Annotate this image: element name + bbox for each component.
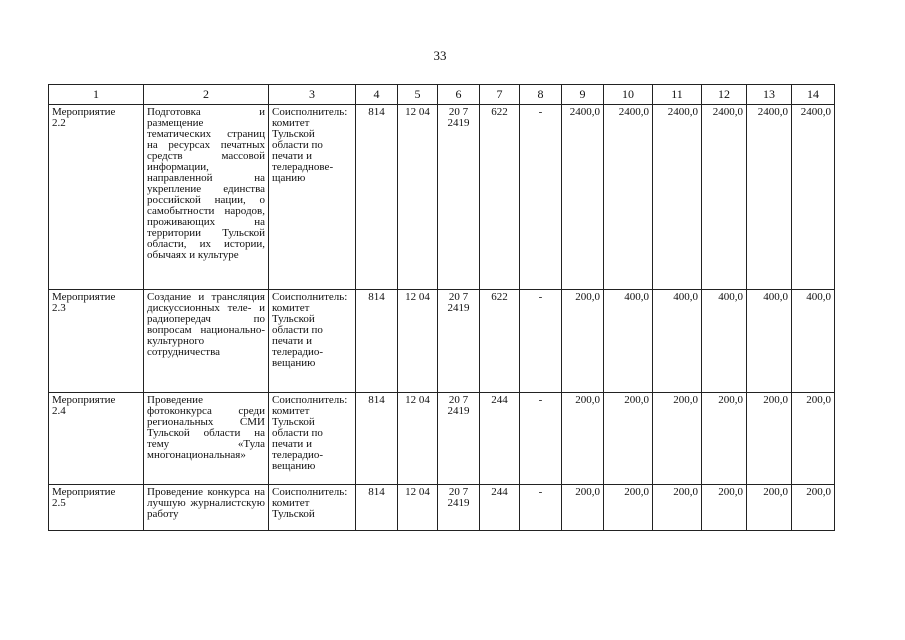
column-header: 3 xyxy=(269,85,356,105)
column-header: 6 xyxy=(438,85,480,105)
cell-col12: 2400,0 xyxy=(702,105,747,290)
column-header: 10 xyxy=(604,85,653,105)
column-header: 14 xyxy=(792,85,835,105)
table-row xyxy=(49,485,835,531)
cell-col8: - xyxy=(520,105,562,290)
column-header: 2 xyxy=(144,85,269,105)
cell-col4: 814 xyxy=(356,485,398,531)
column-header: 13 xyxy=(747,85,792,105)
cell-col12: 200,0 xyxy=(702,485,747,531)
cell-col5: 12 04 xyxy=(398,290,438,393)
cell-col5: 12 04 xyxy=(398,485,438,531)
header-row xyxy=(49,85,835,105)
activity-name-cell: Мероприятие 2.4 xyxy=(49,393,144,485)
cell-col11: 2400,0 xyxy=(653,105,702,290)
cell-col5: 12 04 xyxy=(398,393,438,485)
column-header: 9 xyxy=(562,85,604,105)
cell-col8: - xyxy=(520,393,562,485)
table-row xyxy=(49,393,835,485)
cell-col10: 200,0 xyxy=(604,485,653,531)
column-header: 8 xyxy=(520,85,562,105)
executor-cell: Соисполнитель: комитет Тульской xyxy=(269,485,356,531)
column-header: 5 xyxy=(398,85,438,105)
column-header: 12 xyxy=(702,85,747,105)
cell-col14: 200,0 xyxy=(792,393,835,485)
cell-col5: 12 04 xyxy=(398,105,438,290)
activity-description-cell: Создание и трансляция дискуссионных теле- и радиопередач по вопросам национально-культурного сотрудничества xyxy=(144,290,269,393)
cell-col7: 622 xyxy=(480,105,520,290)
cell-col14: 400,0 xyxy=(792,290,835,393)
cell-col4: 814 xyxy=(356,290,398,393)
cell-col12: 400,0 xyxy=(702,290,747,393)
cell-col10: 2400,0 xyxy=(604,105,653,290)
cell-col7: 622 xyxy=(480,290,520,393)
cell-col7: 244 xyxy=(480,393,520,485)
column-header: 4 xyxy=(356,85,398,105)
cell-col8: - xyxy=(520,290,562,393)
cell-col7: 244 xyxy=(480,485,520,531)
activity-name-cell: Мероприятие 2.2 xyxy=(49,105,144,290)
cell-col13: 200,0 xyxy=(747,393,792,485)
table-row xyxy=(49,290,835,393)
cell-col9: 200,0 xyxy=(562,393,604,485)
cell-col4: 814 xyxy=(356,105,398,290)
cell-col13: 400,0 xyxy=(747,290,792,393)
column-header: 11 xyxy=(653,85,702,105)
cell-col10: 200,0 xyxy=(604,393,653,485)
cell-col6: 20 7 2419 xyxy=(438,393,480,485)
activity-description-cell: Подготовка и размещение тематических страниц на ресурсах печатных средств массовой информации, направленной на укрепление единства российской нации, о самобытности народов, проживающих на территории Тульской области, их истории, обычаях и культуре xyxy=(144,105,269,290)
program-table xyxy=(48,84,835,531)
cell-col11: 400,0 xyxy=(653,290,702,393)
page-number: 33 xyxy=(433,48,447,63)
cell-col13: 200,0 xyxy=(747,485,792,531)
cell-col9: 2400,0 xyxy=(562,105,604,290)
cell-col9: 200,0 xyxy=(562,290,604,393)
cell-col11: 200,0 xyxy=(653,393,702,485)
table-row xyxy=(49,105,835,290)
activity-name-cell: Мероприятие 2.5 xyxy=(49,485,144,531)
column-header: 1 xyxy=(49,85,144,105)
cell-col12: 200,0 xyxy=(702,393,747,485)
cell-col9: 200,0 xyxy=(562,485,604,531)
cell-col6: 20 7 2419 xyxy=(438,105,480,290)
cell-col13: 2400,0 xyxy=(747,105,792,290)
activity-name-cell: Мероприятие 2.3 xyxy=(49,290,144,393)
cell-col14: 2400,0 xyxy=(792,105,835,290)
executor-cell: Соисполнитель: комитет Тульской области по печати и телераднове- щанию xyxy=(269,105,356,290)
activity-description-cell: Проведение конкурса на лучшую журналистскую работу xyxy=(144,485,269,531)
cell-col6: 20 7 2419 xyxy=(438,485,480,531)
activity-description-cell: Проведение фотоконкурса среди региональных СМИ Тульской области на тему «Тула многонациональная» xyxy=(144,393,269,485)
executor-cell: Соисполнитель: комитет Тульской области по печати и телерадио- вещанию xyxy=(269,290,356,393)
cell-col11: 200,0 xyxy=(653,485,702,531)
executor-cell: Соисполнитель: комитет Тульской области по печати и телерадио- вещанию xyxy=(269,393,356,485)
cell-col6: 20 7 2419 xyxy=(438,290,480,393)
cell-col4: 814 xyxy=(356,393,398,485)
cell-col10: 400,0 xyxy=(604,290,653,393)
column-header: 7 xyxy=(480,85,520,105)
cell-col14: 200,0 xyxy=(792,485,835,531)
cell-col8: - xyxy=(520,485,562,531)
